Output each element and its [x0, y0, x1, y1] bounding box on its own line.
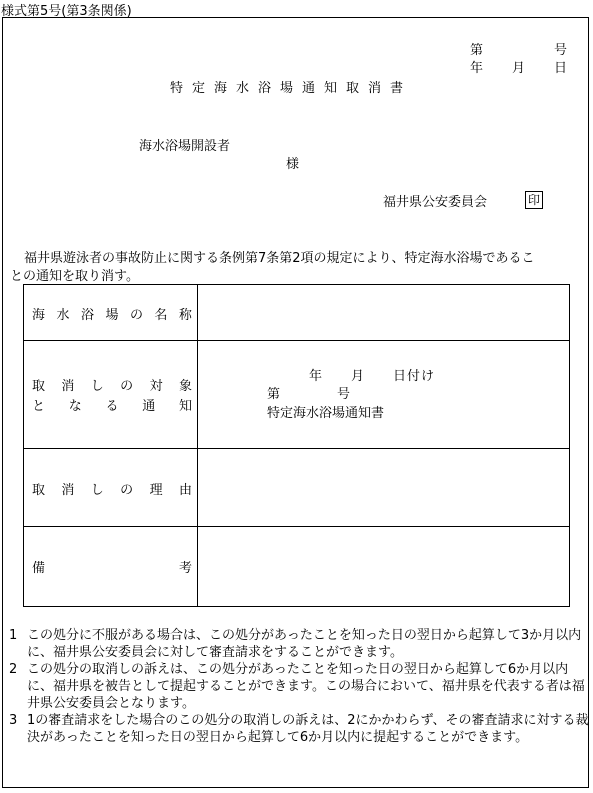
target-notice-date: 年 月 日付け: [309, 369, 436, 384]
reason-label: [32, 479, 192, 498]
label-char: の: [129, 308, 143, 323]
label-char: 称: [178, 308, 192, 323]
details-table: [23, 284, 570, 607]
note-number: 1: [9, 628, 18, 643]
label-char: 通: [142, 399, 156, 414]
note-number: 3: [9, 713, 18, 728]
target-notice-label-line-1: [32, 375, 192, 394]
label-char: 対: [149, 379, 163, 394]
label-char: の: [120, 379, 134, 394]
label-char: 由: [178, 483, 192, 498]
label-char: 象: [178, 379, 192, 394]
label-cell: [24, 285, 198, 340]
form-number-label: 様式第5号(第3条関係): [1, 4, 132, 19]
label-char: 水: [56, 308, 70, 323]
label-cell: [24, 449, 198, 526]
remarks-label: [32, 557, 192, 576]
label-char: の: [120, 483, 134, 498]
target-notice-value-cell[interactable]: [199, 341, 569, 448]
table-row-target-notice: [24, 341, 569, 449]
note-item: [9, 627, 589, 661]
label-char: 考: [178, 561, 192, 576]
label-char: 知: [178, 399, 192, 414]
table-row-reason: [24, 449, 569, 527]
target-notice-document-name: 特定海水浴場通知書: [267, 406, 385, 421]
note-text: この処分に不服がある場合は、この処分があったことを知った日の翌日から起算して3か月以内に、福井県公安委員会に対して審査請求をすることができます。: [27, 628, 582, 660]
note-text: この処分の取消しの訴えは、この処分があったことを知った日の翌日から起算して6か月以内に、福井県を被告として提起することができます。この場合において、福井県を代表する者は福井県公安委員会となります。: [27, 662, 585, 711]
remarks-value-cell[interactable]: [199, 527, 569, 606]
body-text-line-2: との通知を取り消す。: [10, 269, 139, 284]
label-char: 消: [61, 379, 75, 394]
facility-name-label: [32, 304, 192, 323]
facility-name-value-cell[interactable]: [199, 285, 569, 340]
recipient-role: 海水浴場開設者: [139, 139, 231, 154]
issuer-name: 福井県公安委員会: [383, 195, 488, 210]
label-char: 浴: [80, 308, 94, 323]
label-cell: [24, 527, 198, 606]
label-char: 取: [32, 483, 46, 498]
label-cell: [24, 341, 198, 448]
note-item: [9, 712, 589, 746]
document-number-line: 第 号: [470, 43, 569, 58]
label-char: 名: [154, 308, 168, 323]
label-char: な: [68, 399, 82, 414]
document-date-line: 年 月 日: [470, 61, 569, 76]
target-notice-number: 第 号: [267, 387, 352, 402]
label-char: 場: [105, 308, 119, 323]
document-title: 特定海水浴場通知取消書: [170, 81, 413, 96]
notes-section: [9, 627, 589, 746]
label-char: 海: [32, 308, 46, 323]
body-text-line-1: 福井県遊泳者の事故防止に関する条例第7条第2項の規定により、特定海水浴場であるこ: [24, 251, 535, 266]
recipient-honorific: 様: [286, 157, 300, 172]
seal-mark: 印: [525, 191, 543, 209]
label-char: る: [105, 399, 119, 414]
label-char: 備: [32, 561, 46, 576]
reason-value-cell[interactable]: [199, 449, 569, 526]
note-item: [9, 661, 589, 712]
label-char: し: [90, 483, 104, 498]
note-number: 2: [9, 662, 18, 677]
label-char: し: [90, 379, 104, 394]
label-char: 取: [32, 379, 46, 394]
label-char: と: [32, 399, 46, 414]
label-char: 消: [61, 483, 75, 498]
target-notice-label-line-2: [32, 395, 192, 414]
table-row-remarks: [24, 527, 569, 606]
note-text: 1の審査請求をした場合のこの処分の取消しの訴えは、2にかかわらず、その審査請求に対する裁決があったことを知った日の翌日から起算して6か月以内に提起することができます。: [27, 713, 589, 745]
table-row-facility-name: [24, 285, 569, 341]
label-char: 理: [149, 483, 163, 498]
